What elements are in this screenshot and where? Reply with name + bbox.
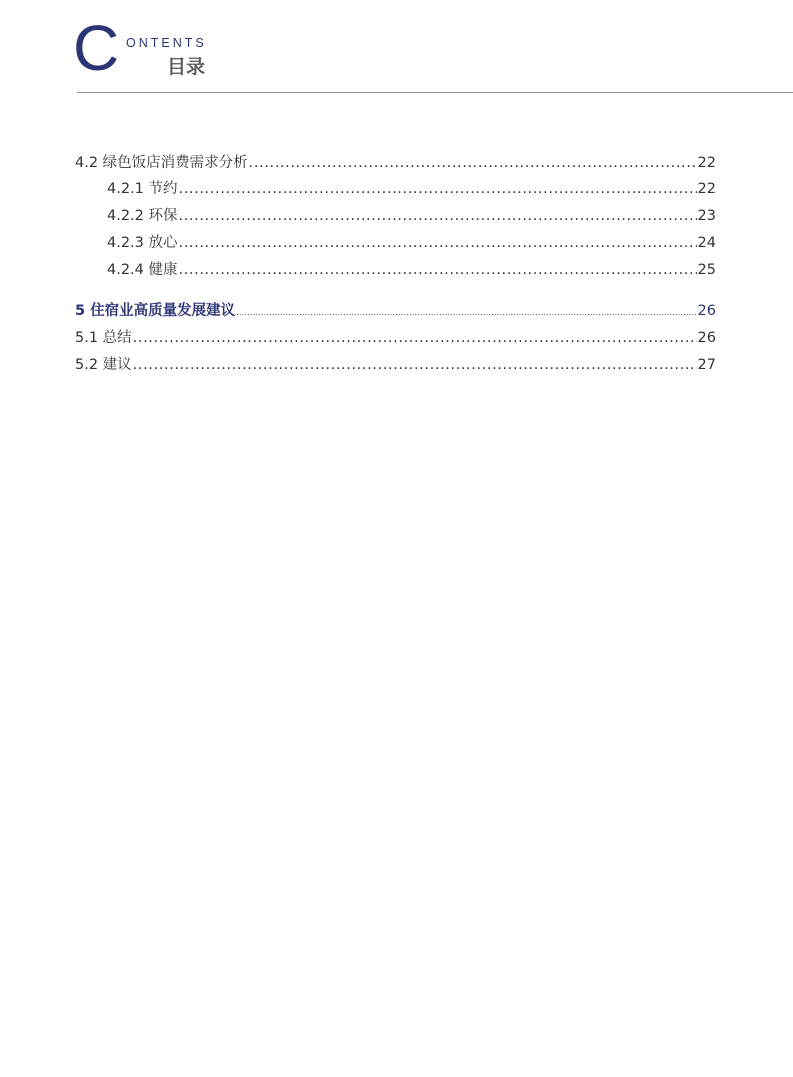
toc-entry-4-2-1[interactable]: [107, 177, 716, 198]
toc-entry-label: 4.2.1 节约: [107, 181, 178, 197]
toc-entry-label: 5.2 建议: [75, 357, 132, 373]
toc-entry-label: 5.1 总结: [75, 330, 132, 346]
toc-entry-chapter-5[interactable]: [75, 299, 716, 320]
toc-entry-4-2[interactable]: [75, 151, 716, 172]
toc-entry-4-2-3[interactable]: [107, 231, 716, 252]
contents-header: [0, 0, 793, 95]
toc-page-number: 22: [697, 181, 716, 197]
header-divider: [77, 92, 793, 93]
toc-entry-label: 4.2.3 放心: [107, 235, 178, 251]
toc-dot-leader: [179, 262, 697, 278]
contents-heading-chinese: 目录: [167, 56, 206, 78]
contents-heading-english: ONTENTS: [126, 36, 207, 50]
toc-dot-leader: [236, 303, 696, 319]
toc-entry-label: 4.2.2 环保: [107, 208, 178, 224]
toc-dot-leader: [179, 235, 697, 251]
toc-dot-leader: [179, 181, 697, 197]
toc-dot-leader: [249, 155, 697, 171]
toc-entry-5-2[interactable]: [75, 353, 716, 374]
toc-page-number: 24: [697, 235, 716, 251]
toc-dot-leader: [133, 330, 697, 346]
toc-page-number: 27: [697, 357, 716, 373]
toc-entry-label: 4.2.4 健康: [107, 262, 178, 278]
toc-entry-4-2-2[interactable]: [107, 204, 716, 225]
toc-page-number: 26: [697, 330, 716, 346]
toc-entry-label: 4.2 绿色饭店消费需求分析: [75, 155, 248, 171]
toc-dot-leader: [179, 208, 697, 224]
toc-entry-4-2-4[interactable]: [107, 258, 716, 279]
toc-entry-5-1[interactable]: [75, 326, 716, 347]
contents-initial-letter: C: [73, 12, 120, 84]
toc-page-number: 23: [697, 208, 716, 224]
toc-entry-label: 5 住宿业高质量发展建议: [75, 303, 236, 319]
toc-page-number: 22: [697, 155, 716, 171]
toc-page-number: 26: [697, 303, 716, 319]
toc-page-number: 25: [697, 262, 716, 278]
toc-dot-leader: [133, 357, 697, 373]
